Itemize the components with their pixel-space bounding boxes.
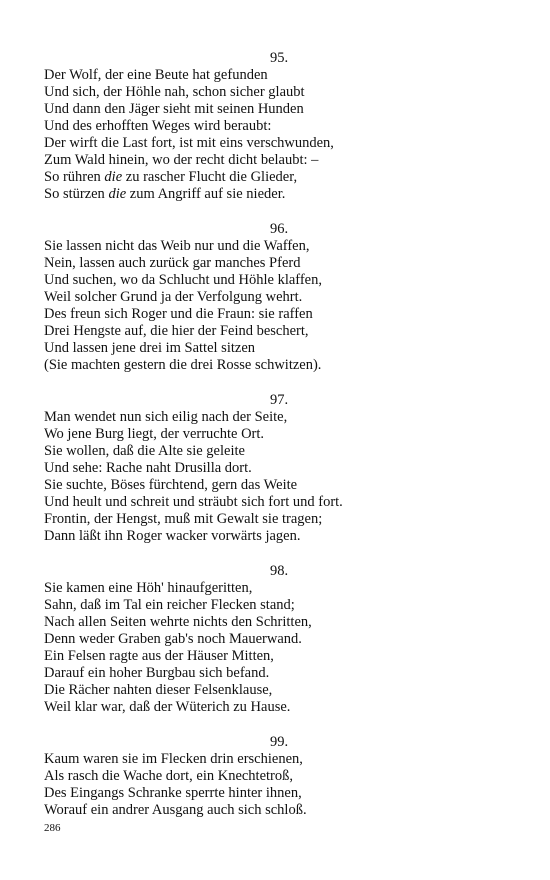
- verse-text: Worauf ein andrer Ausgang auch sich schloß.: [44, 802, 307, 818]
- verse-text: Des freun sich Roger und die Fraun: sie raffen: [44, 306, 313, 322]
- stanza-number: 99.: [269, 734, 289, 750]
- verse-line: [44, 751, 514, 768]
- verse-line: [44, 340, 514, 357]
- verse-text: Nein, lassen auch zurück gar manches Pferd: [44, 255, 301, 271]
- verse-text: Zum Wald hinein, wo der recht dicht belaubt: –: [44, 152, 319, 168]
- verse-text: Der wirft die Last fort, ist mit eins verschwunden,: [44, 135, 334, 151]
- verse-text: Sie wollen, daß die Alte sie geleite: [44, 443, 245, 459]
- verse-line: [44, 460, 514, 477]
- verse-text: Sie suchte, Böses fürchtend, gern das Weite: [44, 477, 298, 493]
- verse-line: [44, 289, 514, 306]
- verse-text: Drei Hengste auf, die hier der Feind beschert,: [44, 323, 309, 339]
- verse-line: [44, 238, 514, 255]
- verse-line: [44, 665, 514, 682]
- verse-line: [44, 118, 514, 135]
- verse-text: Frontin, der Hengst, muß mit Gewalt sie tragen;: [44, 511, 323, 527]
- stanza: [44, 50, 514, 203]
- verse-text: Dann läßt ihn Roger wacker vorwärts jagen.: [44, 528, 301, 544]
- verse-text: Und lassen jene drei im Sattel sitzen: [44, 340, 256, 356]
- verse-line: [44, 699, 514, 716]
- verse-line: [44, 272, 514, 289]
- verse-text: zu rascher Flucht die Glieder,: [122, 169, 298, 185]
- verse-text: Sahn, daß im Tal ein reicher Flecken stand;: [44, 597, 295, 613]
- verse-text: zum Angriff auf sie nieder.: [126, 186, 286, 202]
- verse-text: Denn weder Graben gab's noch Mauerwand.: [44, 631, 302, 647]
- verse-line: [44, 648, 514, 665]
- verse-line: [44, 67, 514, 84]
- stanza: [44, 392, 514, 545]
- poem-page: [44, 50, 514, 837]
- stanza: [44, 563, 514, 716]
- verse-text: So rühren: [44, 169, 105, 185]
- stanza-number: 96.: [269, 221, 289, 237]
- verse-text: Weil klar war, daß der Wüterich zu Hause.: [44, 699, 291, 715]
- verse-text: Nach allen Seiten wehrte nichts den Schritten,: [44, 614, 312, 630]
- verse-text: Die Rächer nahten dieser Felsenklause,: [44, 682, 273, 698]
- verse-text: Und dann den Jäger sieht mit seinen Hunden: [44, 101, 304, 117]
- stanza-number: 97.: [269, 392, 289, 408]
- verse-line: [44, 84, 514, 101]
- verse-text: Kaum waren sie im Flecken drin erschienen,: [44, 751, 303, 767]
- verse-line: [44, 682, 514, 699]
- verse-line: [44, 443, 514, 460]
- verse-text: Und des erhofften Weges wird beraubt:: [44, 118, 272, 134]
- verse-line: [44, 511, 514, 528]
- verse-text: Der Wolf, der eine Beute hat gefunden: [44, 67, 268, 83]
- verse-text: Wo jene Burg liegt, der verruchte Ort.: [44, 426, 265, 442]
- verse-text: Weil solcher Grund ja der Verfolgung wehrt.: [44, 289, 303, 305]
- verse-text: Und heult und schreit und sträubt sich fort und fort.: [44, 494, 343, 510]
- verse-line: [44, 494, 514, 511]
- verse-line: [44, 101, 514, 118]
- verse-line: [44, 426, 514, 443]
- verse-text: Ein Felsen ragte aus der Häuser Mitten,: [44, 648, 274, 664]
- verse-line: [44, 597, 514, 614]
- verse-line: [44, 580, 514, 597]
- verse-text: Des Eingangs Schranke sperrte hinter ihnen,: [44, 785, 302, 801]
- verse-line: [44, 631, 514, 648]
- verse-text: Man wendet nun sich eilig nach der Seite,: [44, 409, 288, 425]
- verse-line: [44, 477, 514, 494]
- verse-line: [44, 152, 514, 169]
- verse-line: [44, 186, 514, 203]
- verse-text: Sie kamen eine Höh' hinaufgeritten,: [44, 580, 253, 596]
- verse-line: [44, 135, 514, 152]
- emphasized-word: die: [108, 186, 127, 202]
- stanza: [44, 221, 514, 374]
- emphasized-word: die: [104, 169, 123, 185]
- page-number: 286: [44, 822, 61, 834]
- stanza-number: 98.: [269, 563, 289, 579]
- verse-line: [44, 614, 514, 631]
- verse-line: [44, 169, 514, 186]
- verse-line: [44, 323, 514, 340]
- verse-line: [44, 409, 514, 426]
- verse-text: (Sie machten gestern die drei Rosse schwitzen).: [44, 357, 322, 373]
- verse-line: [44, 785, 514, 802]
- verse-line: [44, 255, 514, 272]
- verse-text: Und suchen, wo da Schlucht und Höhle klaffen,: [44, 272, 322, 288]
- verse-line: [44, 357, 514, 374]
- verse-text: Als rasch die Wache dort, ein Knechtetroß,: [44, 768, 294, 784]
- verse-text: Und sich, der Höhle nah, schon sicher glaubt: [44, 84, 305, 100]
- verse-line: [44, 768, 514, 785]
- verse-text: Und sehe: Rache naht Drusilla dort.: [44, 460, 252, 476]
- verse-text: Sie lassen nicht das Weib nur und die Waffen,: [44, 238, 310, 254]
- verse-text: Darauf ein hoher Burgbau sich befand.: [44, 665, 270, 681]
- verse-line: [44, 802, 514, 819]
- verse-line: [44, 528, 514, 545]
- verse-text: So stürzen: [44, 186, 109, 202]
- stanza-number: 95.: [269, 50, 289, 66]
- verse-line: [44, 306, 514, 323]
- stanza: [44, 734, 514, 819]
